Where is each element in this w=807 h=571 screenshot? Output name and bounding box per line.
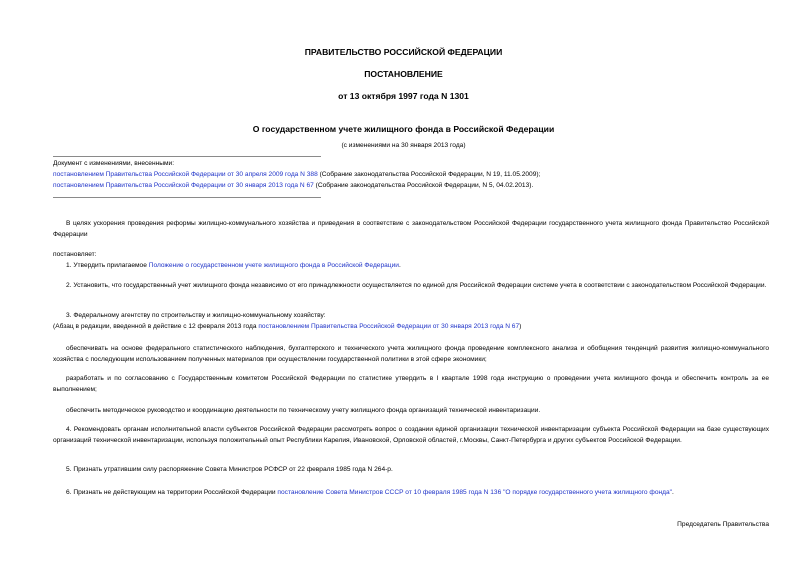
paragraph-2: 2. Установить, что государственный учет жилищного фонда независимо от его принадлежности осуществляется по единой для Российской Федерации системе учета в соответствии с законодательством Российской Федерации. [66, 282, 767, 289]
paragraph-3c: обеспечить методическое руководство и координацию деятельности по техническому учету жилищного фонда организаций технической инвентаризации. [66, 407, 541, 414]
changes-item [53, 172, 540, 179]
paragraph-6 [66, 490, 674, 497]
paragraph-5: 5. Признать утратившим силу распоряжение Совета Министров РСФСР от 22 февраля 1985 года N 264-р. [66, 466, 393, 473]
amendment-source-2009: (Собрание законодательства Российской Федерации, N 19, 11.05.2009); [317, 171, 541, 178]
revision-note: (с изменениями на 30 января 2013 года) [341, 142, 466, 149]
government-heading: ПРАВИТЕЛЬСТВО РОССИЙСКОЙ ФЕДЕРАЦИИ [304, 47, 503, 57]
paragraph-3b: разработать и по согласованию с Государственным комитетом Российской Федерации по статистике утвердить в I квартале 1998 года инструкцию о проведении учета жилищного фонда и обеспечить контроль за ее выполнением; [53, 375, 769, 393]
paragraph-3-note-text: (Абзац в редакции, введенной в действие с 12 февраля 2013 года [53, 323, 259, 330]
regulation-link[interactable]: Положение о государственном учете жилищного фонда в Российской Федерации [148, 262, 399, 269]
resolves-line: постановляет: [53, 251, 97, 258]
document-title: О государственном учете жилищного фонда в Российской Федерации [252, 124, 555, 134]
signature-line: Председатель Правительства [677, 521, 769, 528]
paragraph-3-note [53, 324, 521, 331]
paragraph-6-end: . [672, 489, 674, 496]
divider-bottom [53, 197, 321, 198]
changes-item [53, 183, 533, 190]
paragraph-1-end: . [398, 262, 401, 269]
document-date-number: от 13 октября 1997 года N 1301 [338, 91, 469, 101]
preamble-paragraph: В целях ускорения проведения реформы жилищно-коммунального хозяйства и приведения в соответствие с законодательством Российской Федерации государственного учета жилищного фонда Правительство Российской Федерации [53, 220, 769, 238]
paragraph-3a: обеспечивать на основе федерального статистического наблюдения, бухгалтерского и технического учета жилищного фонда проведение комплексного анализа и обобщения тенденций развития жилищно-коммунального хозяйства с последующим использованием полученных материалов при осуществлении государственной политики в этой сфере экономики; [53, 345, 769, 363]
amendment-link-2009[interactable]: постановлением Правительства Российской Федерации от 30 апреля 2009 года N 388 [53, 171, 318, 178]
paragraph-1-text: 1. Утвердить прилагаемое [66, 262, 149, 269]
changes-intro: Документ с изменениями, внесенными: [53, 160, 175, 167]
paragraph-3: 3. Федеральному агентству по строительству и жилищно-коммунальному хозяйству: [66, 312, 326, 319]
paragraph-1 [66, 263, 401, 270]
paragraph-4: 4. Рекомендовать органам исполнительной власти субъектов Российской Федерации рассмотреть вопрос о создании единой организации технической инвентаризации субъекта Российской Федерации на базе существующих организаций технической инвентаризации, используя положительный опыт Республики Карелия, Ивановской, Орловской областей, г.Москвы, Санкт-Петербурга и других субъектов Российской Федерации. [53, 426, 769, 444]
paragraph-3-note-end: ) [519, 323, 522, 330]
amendment-link-2013[interactable]: постановлением Правительства Российской Федерации от 30 января 2013 года N 67 [53, 182, 314, 189]
document-type: ПОСТАНОВЛЕНИЕ [364, 69, 443, 79]
amendment-source-2013: (Собрание законодательства Российской Федерации, N 5, 04.02.2013). [313, 182, 534, 189]
divider-top [53, 156, 321, 157]
paragraph-3-note-link[interactable]: постановлением Правительства Российской Федерации от 30 января 2013 года N 67 [258, 323, 520, 330]
paragraph-6-text: 6. Признать не действующим на территории Российской Федерации [66, 489, 278, 496]
ussr-resolution-link[interactable]: постановление Совета Министров СССР от 10 февраля 1985 года N 136 "О порядке государственного учета жилищного фонда" [277, 489, 673, 496]
